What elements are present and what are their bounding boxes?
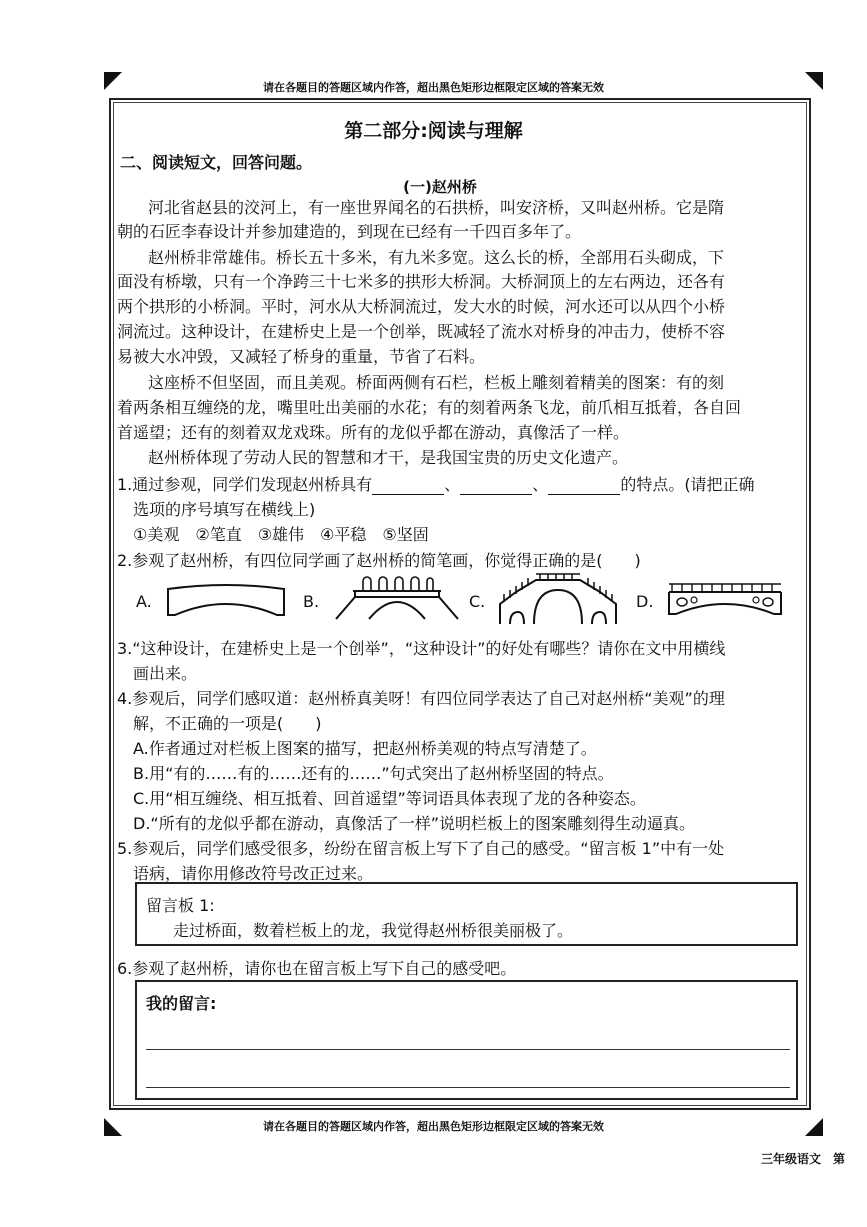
message-board-1-title: 留言板 1: — [146, 896, 215, 915]
question-4-option-d[interactable]: D.“所有的龙似乎都在游动，真像活了一样”说明栏板上的图案雕刻得生动逼真。 — [133, 814, 695, 833]
question-5: 5.参观后，同学们感受很多，纷纷在留言板上写下了自己的感受。“留言板 1”中有一处 — [117, 839, 725, 858]
answer-area-notice-top: 请在各题目的答题区域内作答，超出黑色矩形边框限定区域的答案无效 — [263, 81, 604, 94]
question-1-line-2: 选项的序号填写在横线上) — [133, 500, 316, 519]
question-4-line-2: 解，不正确的一项是( ) — [133, 714, 322, 733]
bridge-drawing-d[interactable] — [666, 580, 784, 620]
question-1-text-end: 的特点。(请把正确 — [620, 475, 755, 494]
passage-line: 赵州桥非常雄伟。桥长五十多米，有九米多宽。这么长的桥，全部用石头砌成，下 — [148, 248, 725, 267]
question-6: 6.参观了赵州桥，请你也在留言板上写下自己的感受吧。 — [117, 959, 517, 978]
message-board-1-text[interactable]: 走过桥面，数着栏板上的龙，我觉得赵州桥很美丽极了。 — [173, 921, 574, 940]
question-1-options: ①美观 ②笔直 ③雄伟 ④平稳 ⑤坚固 — [133, 525, 429, 544]
section-title: 第二部分:阅读与理解 — [344, 120, 523, 142]
answer-area-notice-bottom: 请在各题目的答题区域内作答，超出黑色矩形边框限定区域的答案无效 — [263, 1120, 604, 1133]
question-1 — [117, 472, 755, 495]
passage-line: 两个拱形的小桥洞。平时，河水从大桥洞流过，发大水的时候，河水还可以从四个小桥 — [117, 297, 726, 316]
answer-blank-2[interactable] — [460, 478, 532, 495]
bridge-drawing-c[interactable] — [496, 568, 620, 628]
passage-line: 河北省赵县的洨河上，有一座世界闻名的石拱桥，叫安济桥，又叫赵州桥。它是隋 — [148, 198, 725, 217]
message-board-mine-title: 我的留言: — [146, 994, 217, 1013]
answer-blank-1[interactable] — [372, 478, 444, 495]
question-4-option-a[interactable]: A.作者通过对栏板上图案的描写，把赵州桥美观的特点写清楚了。 — [133, 739, 597, 758]
passage-line: 洞流过。这种设计，在建桥史上是一个创举，既减轻了流水对桥身的冲击力，使桥不容 — [117, 322, 726, 341]
question-5-line-2: 语病，请你用修改符号改正过来。 — [133, 864, 374, 883]
writing-line-2[interactable] — [146, 1087, 790, 1088]
question-4: 4.参观后，同学们感叹道：赵州桥真美呀！有四位同学表达了自己对赵州桥“美观”的理 — [117, 689, 725, 708]
part-heading: 二、阅读短文，回答问题。 — [120, 153, 313, 172]
question-1-text: 1.通过参观，同学们发现赵州桥具有 — [117, 475, 373, 494]
passage-line: 朝的石匠李春设计并参加建造的，到现在已经有一千四百多年了。 — [117, 222, 582, 241]
option-d-label: D. — [636, 592, 654, 611]
message-board-mine[interactable] — [135, 980, 798, 1100]
option-c-label: C. — [469, 592, 486, 611]
option-b-label: B. — [303, 592, 320, 611]
passage-line: 赵州桥体现了劳动人民的智慧和才干，是我国宝贵的历史文化遗产。 — [148, 448, 629, 467]
writing-line-1[interactable] — [146, 1049, 790, 1050]
passage-line: 易被大水冲毁，又减轻了桥身的重量，节省了石料。 — [117, 347, 486, 366]
option-a-label: A. — [136, 592, 152, 611]
article-title: (一)赵州桥 — [403, 178, 477, 196]
question-2: 2.参观了赵州桥，有四位同学画了赵州桥的简笔画，你觉得正确的是( ) — [117, 551, 641, 570]
page-footer: 三年级语文 第 — [760, 1152, 845, 1166]
question-4-option-c[interactable]: C.用“相互缠绕、相互抵着、回首遥望”等词语具体表现了龙的各种姿态。 — [133, 789, 646, 808]
passage-line: 面没有桥墩，只有一个净跨三十七米多的拱形大桥洞。大桥洞顶上的左右两边，还各有 — [117, 272, 726, 291]
answer-blank-3[interactable] — [548, 478, 620, 495]
bridge-drawing-b[interactable] — [333, 575, 461, 623]
passage-line: 着两条相互缠绕的龙，嘴里吐出美丽的水花；有的刻着两条飞龙，前爪相互抵着，各自回 — [117, 398, 742, 417]
question-1-separator: 、 — [444, 475, 461, 494]
passage-line: 这座桥不但坚固，而且美观。桥面两侧有石栏，栏板上雕刻着精美的图案：有的刻 — [148, 373, 725, 392]
question-3: 3.“这种设计，在建桥史上是一个创举”，“这种设计”的好处有哪些？请你在文中用横线 — [117, 639, 726, 658]
question-4-option-b[interactable]: B.用“有的……有的……还有的……”句式突出了赵州桥坚固的特点。 — [133, 764, 614, 783]
question-1-separator: 、 — [532, 475, 549, 494]
bridge-drawing-a[interactable] — [165, 583, 287, 619]
passage-line: 首遥望；还有的刻着双龙戏珠。所有的龙似乎都在游动，真像活了一样。 — [117, 423, 630, 442]
question-3-line-2: 画出来。 — [133, 664, 198, 683]
